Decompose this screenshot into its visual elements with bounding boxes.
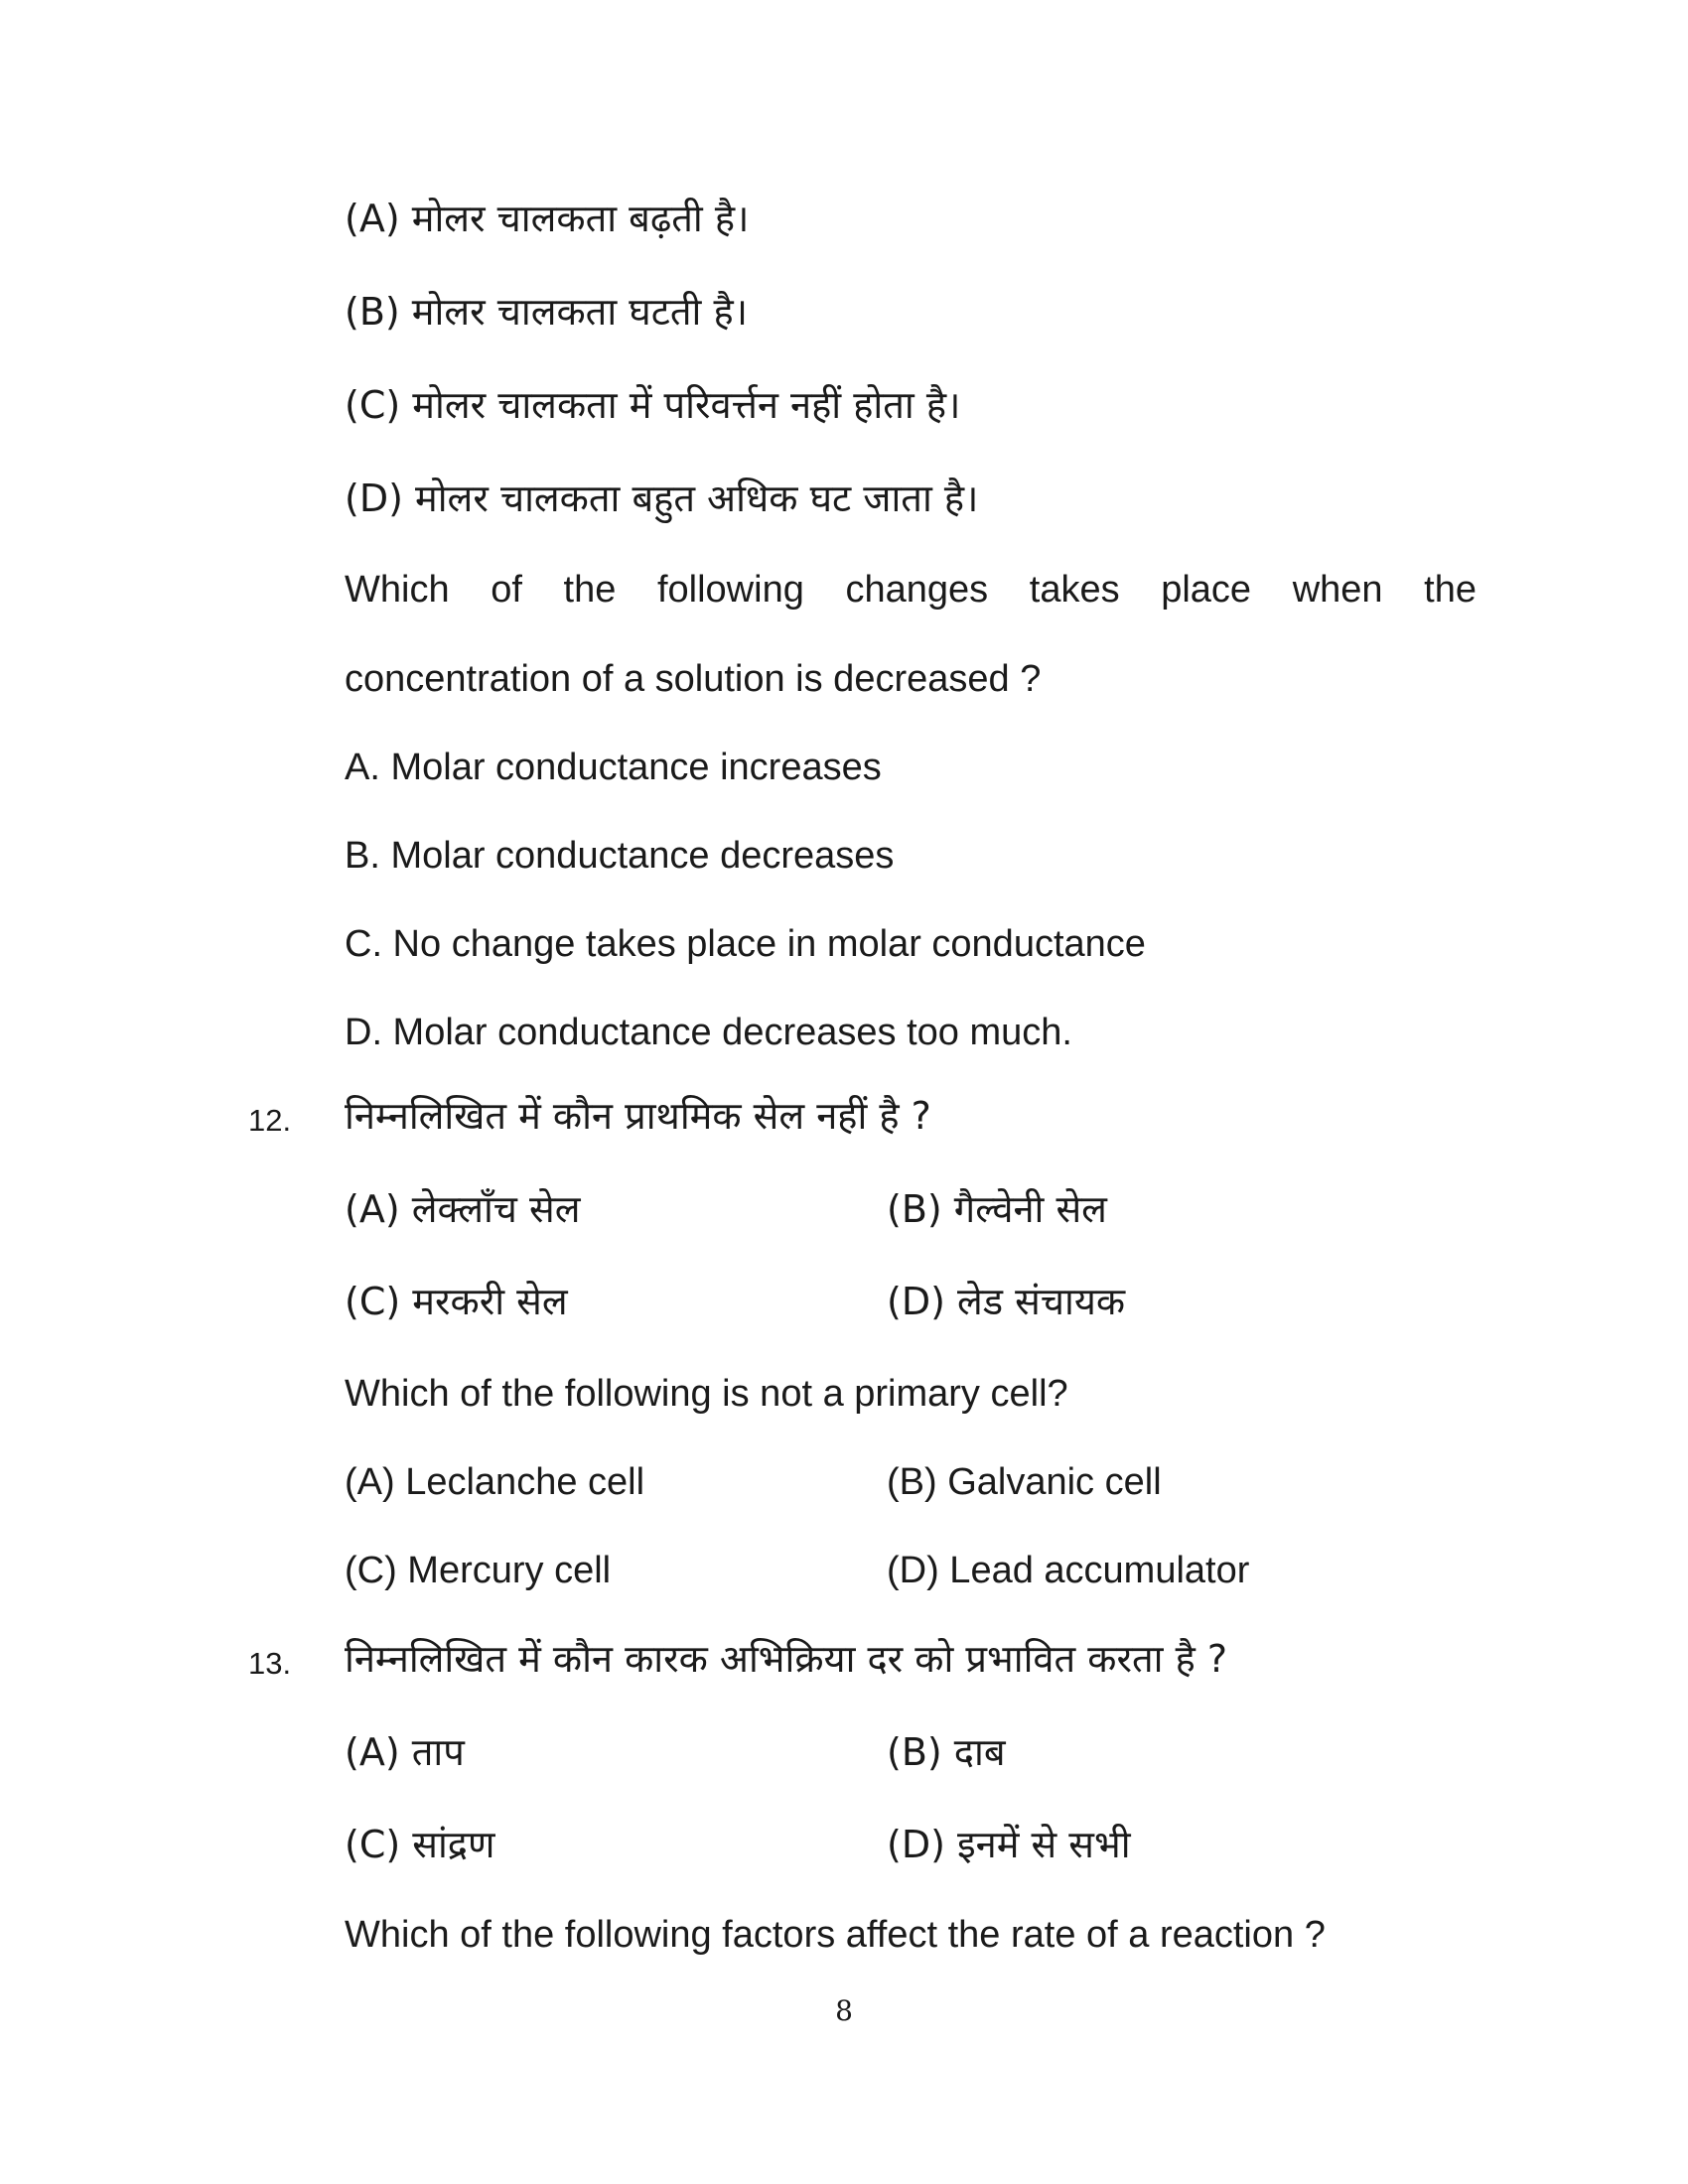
q11-english-option-d: D. Molar conductance decreases too much. <box>345 1012 1072 1053</box>
q12-english-option-c: (C) Mercury cell <box>345 1550 612 1591</box>
q11-english-option-c: C. No change takes place in molar conductance <box>345 923 1146 965</box>
q11-hindi-option-c: (C) मोलर चालकता में परिवर्त्तन नहीं होता है। <box>345 383 961 427</box>
q13-hindi-option-a: (A) ताप <box>345 1730 465 1774</box>
q11-english-option-b: B. Molar conductance decreases <box>345 835 895 877</box>
q13-hindi-option-b: (B) दाब <box>887 1730 1006 1774</box>
q11-english-question-line2: concentration of a solution is decreased ? <box>345 658 1042 700</box>
q13-english-question: Which of the following factors affect the rate of a reaction ? <box>345 1914 1326 1956</box>
q11-hindi-option-b: (B) मोलर चालकता घटती है। <box>345 290 749 334</box>
q12-hindi-question: निम्नलिखित में कौन प्राथमिक सेल नहीं है ? <box>345 1094 931 1138</box>
q12-english-option-a: (A) Leclanche cell <box>345 1461 645 1503</box>
q12-number: 12. <box>248 1103 292 1138</box>
q13-hindi-question: निम्नलिखित में कौन कारक अभिक्रिया दर को प्रभावित करता है ? <box>345 1637 1228 1681</box>
q12-english-question: Which of the following is not a primary cell? <box>345 1373 1068 1415</box>
q13-number: 13. <box>248 1646 292 1681</box>
q12-english-option-d: (D) Lead accumulator <box>887 1550 1250 1591</box>
q11-hindi-option-a: (A) मोलर चालकता बढ़ती है। <box>345 197 750 240</box>
q12-english-option-b: (B) Galvanic cell <box>887 1461 1162 1503</box>
q13-hindi-option-c: (C) सांद्रण <box>345 1823 495 1866</box>
page-number: 8 <box>835 1994 853 2027</box>
q11-english-option-a: A. Molar conductance increases <box>345 747 882 788</box>
q12-hindi-option-b: (B) गैल्वेनी सेल <box>887 1187 1107 1231</box>
q12-hindi-option-a: (A) लेक्लाँच सेल <box>345 1187 581 1231</box>
q11-english-question-line1: Which of the following changes takes place when the <box>345 569 1477 611</box>
q12-hindi-option-d: (D) लेड संचायक <box>887 1280 1126 1323</box>
q12-hindi-option-c: (C) मरकरी सेल <box>345 1280 568 1323</box>
q11-hindi-option-d: (D) मोलर चालकता बहुत अधिक घट जाता है। <box>345 477 979 520</box>
q13-hindi-option-d: (D) इनमें से सभी <box>887 1823 1131 1866</box>
